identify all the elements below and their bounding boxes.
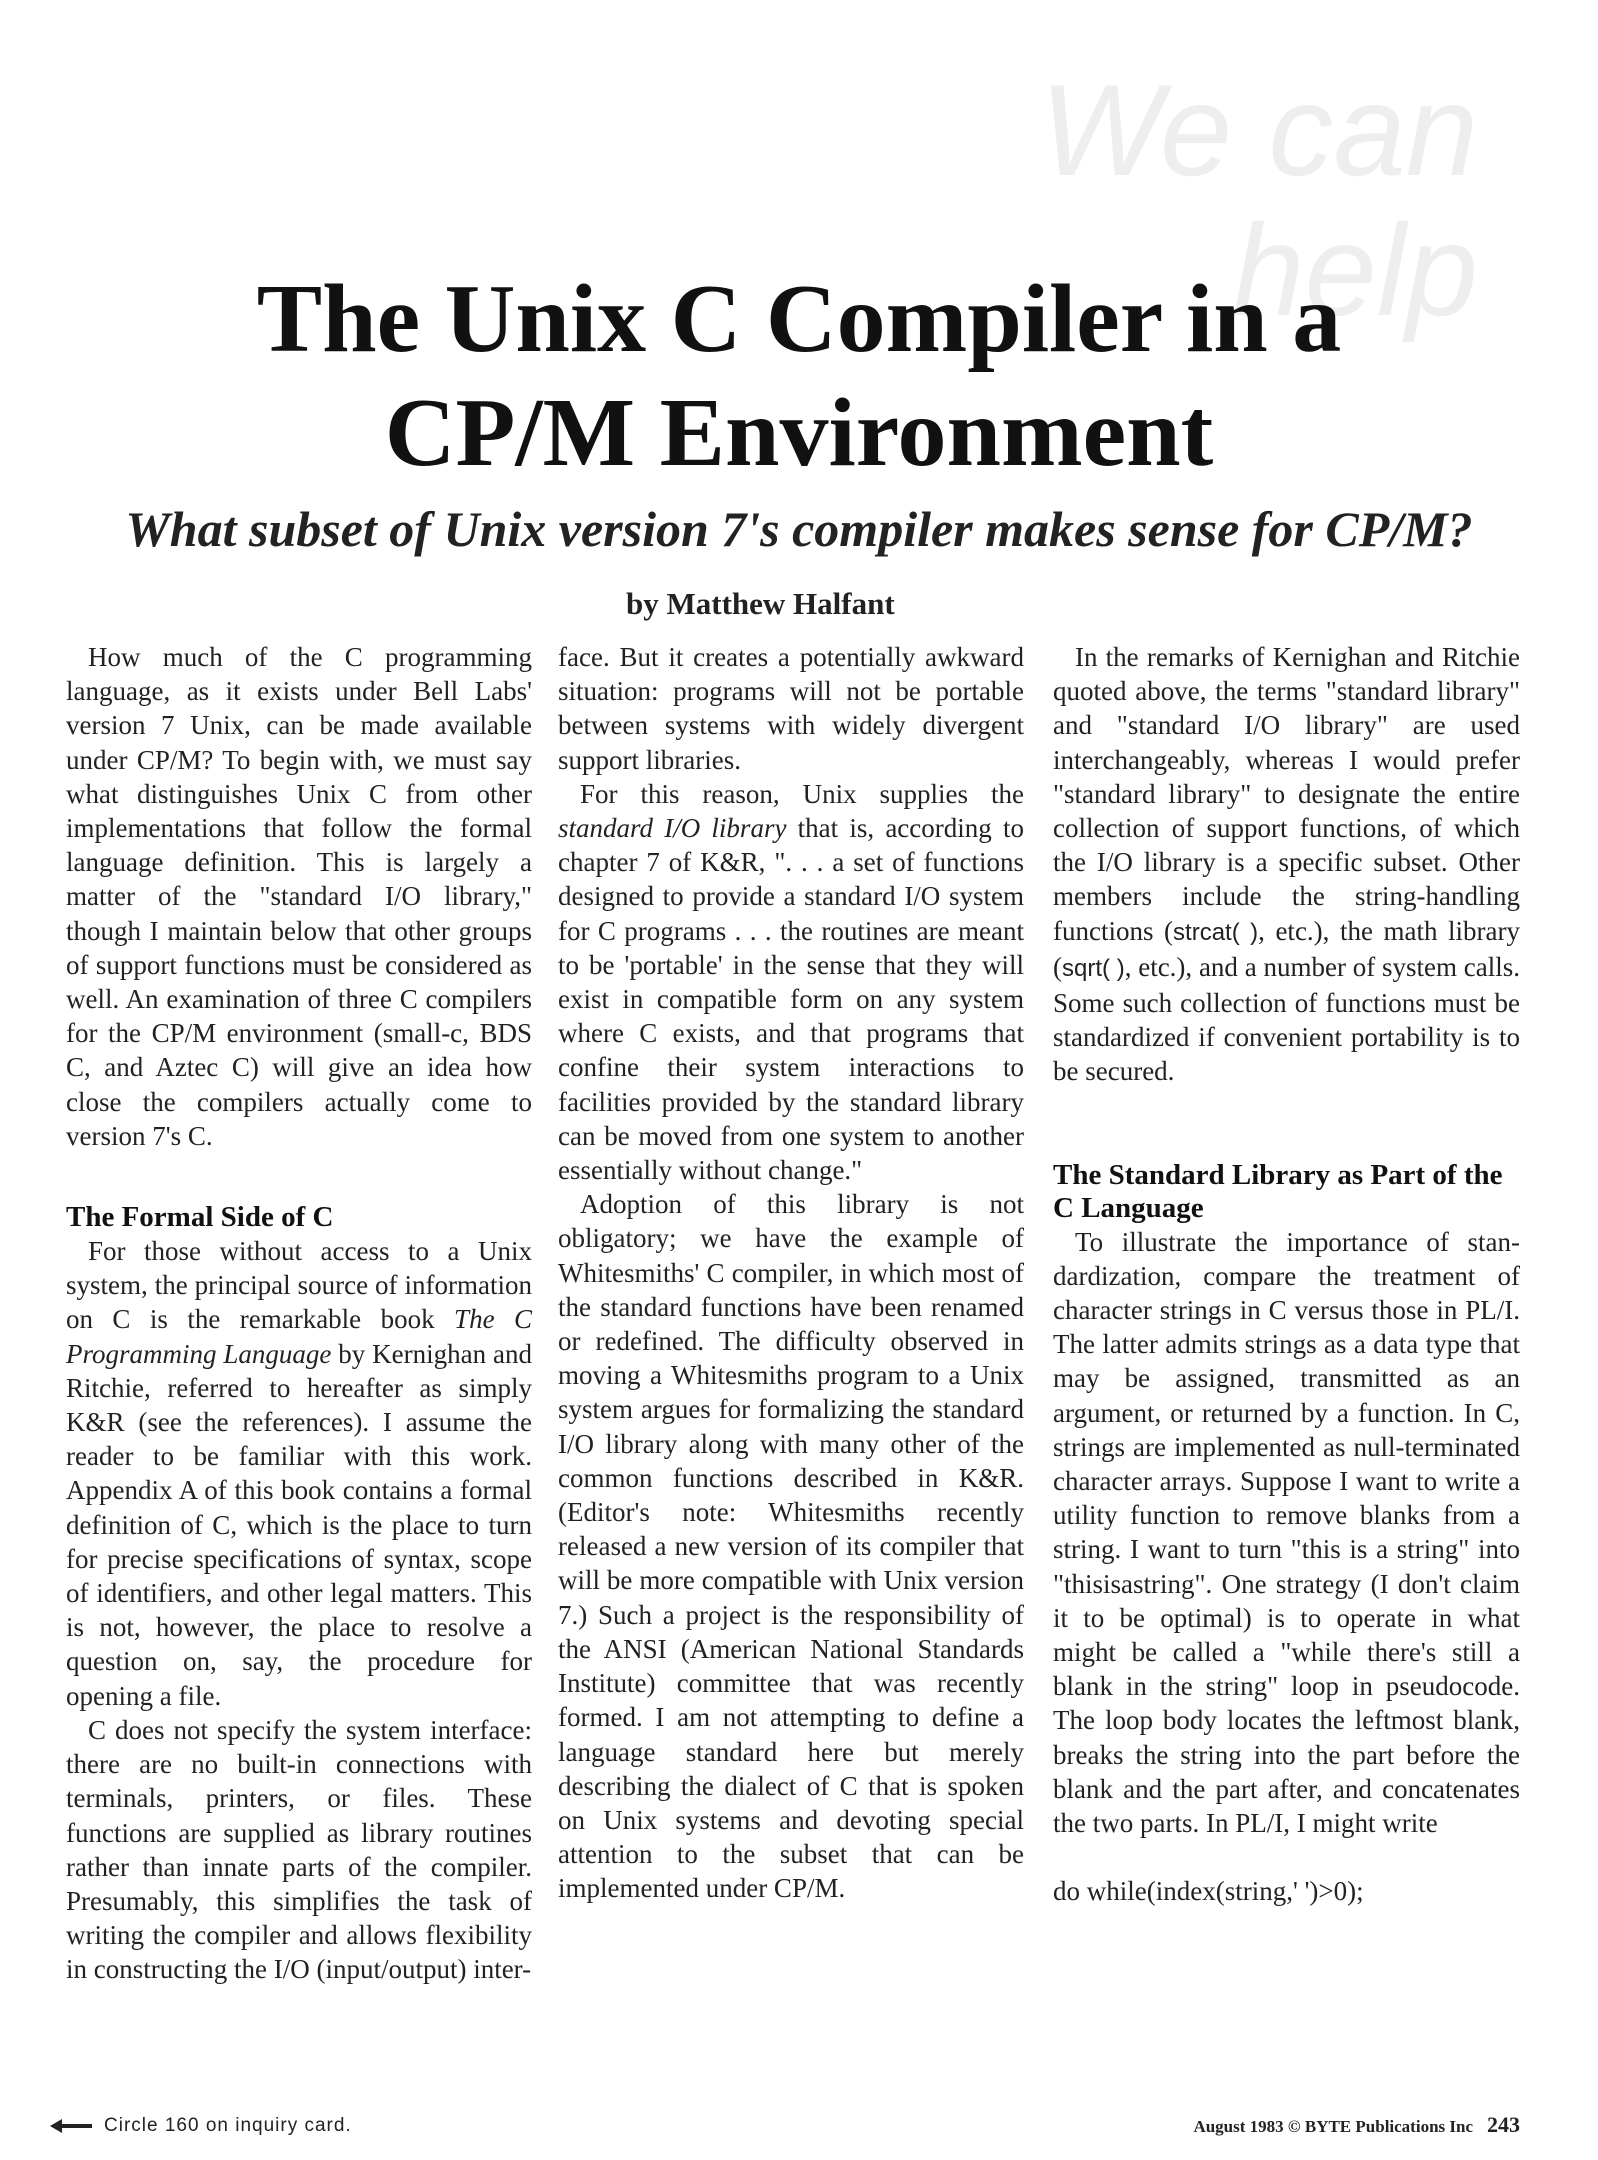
column-1 — [66, 640, 532, 1987]
title-line-2: CP/M Environment — [384, 379, 1214, 487]
footer-publication — [1193, 2112, 1520, 2138]
paragraph: C does not specify the system interface: there are no built-in connections with terminals, printers, or files. These functions are supplied as library routines rather than innate parts of the compiler. Presumably, this simplifies the task of writing the compiler and allows flexibility in constructing the I/O (input/output) inter- — [66, 1714, 532, 1985]
paragraph: In the remarks of Kernighan and Ritchie quoted above, the terms "standard library" and "standard I/O library" are used interchangeably, whereas I would prefer "standard library" to designate the entire collection of support functions, of which the I/O library is a specific subset. Other members include the string-handling functions (strcat( ), etc.), the math library (sqrt( ), etc.), and a number of system calls. Some such collection of functions must be standardized if convenient portability is to be secured. — [1053, 642, 1520, 1087]
book-title: The C Programming Language — [66, 1304, 532, 1369]
article-title — [0, 262, 1598, 490]
italic-term: standard I/O library — [558, 813, 787, 844]
background-ghost-text: We can help — [1039, 57, 1478, 343]
paragraph: For this reason, Unix supplies the standard I/O library that is, according to chapter 7 of K&R, ". . . a set of functions designed to provide a standard I/O system for C programs . . . the routines are meant to be 'portable' in the sense that they will exist in compatible form on any system where C exists, and that programs that confine their system interactions to facilities provided by the standard library can be moved from one system to another essentially without change." — [558, 778, 1024, 1186]
function-name: strcat( ) — [1173, 918, 1259, 946]
footer-inquiry — [50, 2115, 352, 2137]
arrow-left-icon — [50, 2119, 92, 2133]
paragraph: Adoption of this library is not obligatory; we have the example of Whitesmiths' C compiler, in which most of the standard functions have been renamed or redefined. The difficulty observed in moving a Whitesmiths program to a Unix system argues for formalizing the standard I/O library along with many other of the common functions described in K&R. (Editor's note: Whitesmiths recently released a new version of its compiler that will be more compatible with Unix version 7.) Such a project is the responsibility of the ANSI (American National Standards Institute) committee that was recently formed. I am not attempting to define a language standard here but merely describing the dialect of C that is spoken on Unix systems and devoting special attention to the subset that can be implemented under CP/M. — [558, 1189, 1024, 1904]
page-number: 243 — [1487, 2112, 1520, 2137]
paragraph: For those without access to a Unix system, the principal source of information on C is the remarkable book The C Programming Language by Kernighan and Ritchie, referred to hereafter as simply K&R (see the references). I assume the reader to be familiar with this work. Appendix A of this book contains a formal definition of C, which is the place to turn for precise specifications of syntax, scope of identifiers, and other legal matters. This is not, however, the place to resolve a question on, say, the procedure for opening a file. — [66, 1236, 532, 1711]
function-name: sqrt( ) — [1062, 954, 1125, 982]
column-2 — [558, 640, 1024, 1906]
paragraph: How much of the C programming language, as it exists under Bell Labs' version 7 Unix, can be made available under CP/M? To begin with, we must say what distinguishes Unix C from other implementations that follow the formal language definition. This is largely a matter of the "standard I/O library," though I maintain below that other groups of support functions must be considered as well. An examination of three C compilers for the CP/M environment (small-c, BDS C, and Aztec C) will give an idea how close the compilers actually come to version 7's C. — [66, 642, 532, 1151]
code-line: do while(index(string,' ')>0); — [1053, 1876, 1364, 1907]
title-line-1: The Unix C Compiler in a — [256, 265, 1342, 373]
section-heading: The Formal Side of C — [66, 1201, 334, 1234]
article-subtitle: What subset of Unix version 7's compiler makes sense for CP/M? — [125, 501, 1473, 557]
footer-right-text: August 1983 © BYTE Publications Inc — [1193, 2117, 1473, 2136]
column-3 — [1053, 640, 1520, 1909]
byline: by Matthew Halfant — [626, 586, 895, 621]
section-heading: The Standard Library as Part of the C Language — [1053, 1158, 1503, 1224]
footer-left-text: Circle 160 on inquiry card. — [104, 2115, 352, 2136]
paragraph: To illustrate the importance of standardization, compare the treatment of character strings in C versus those in PL/I. The latter admits strings as a data type that may be assigned, transmitted as an argument, or returned by a function. In C, strings are implemented as null-terminated character arrays. Suppose I want to write a utility function to remove blanks from a string. I want to turn "this is a string" into "thisisastring". One strategy (I don't claim it to be optimal) is to operate in what might be called a "while there's still a blank in the string" loop in pseudocode. The loop body locates the leftmost blank, breaks the string into the part before the blank and the part after, and concatenates the two parts. In PL/I, I might write — [1053, 1226, 1520, 1839]
paragraph: face. But it creates a potentially awkward situation: programs will not be portable between systems with widely divergent support libraries. — [558, 642, 1024, 775]
